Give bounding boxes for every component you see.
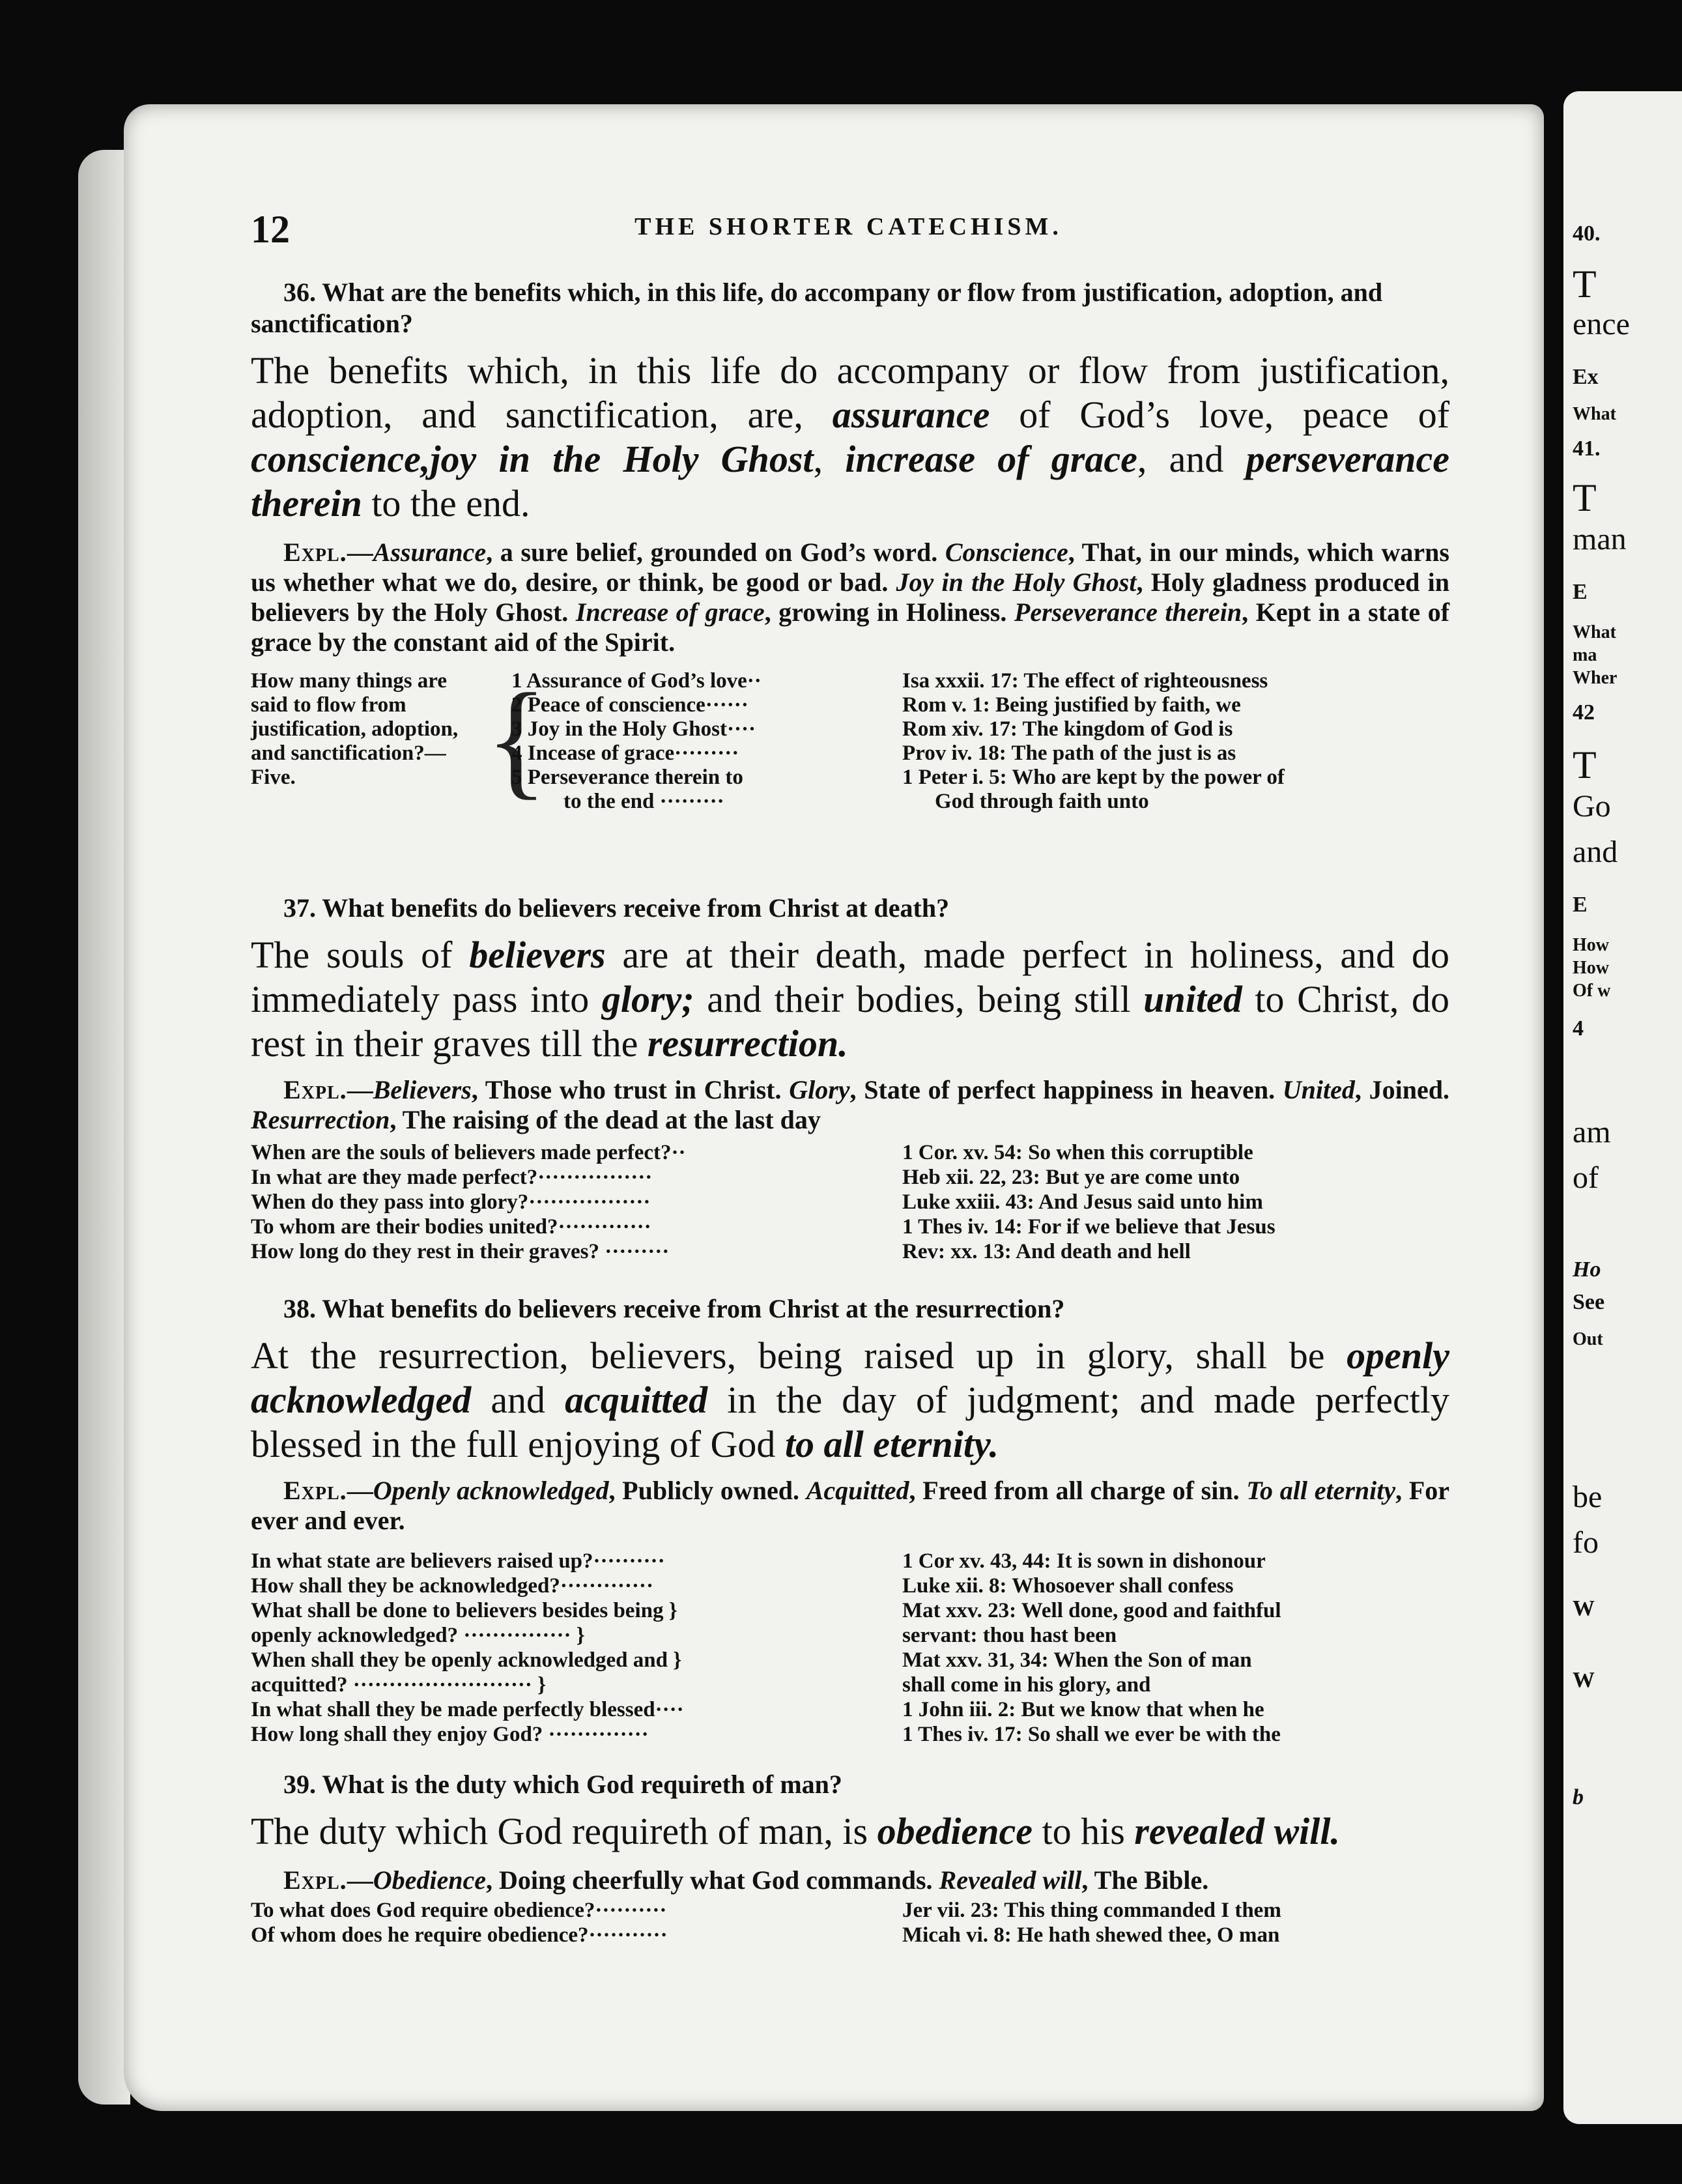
table-row: In what are they made perfect?················ Heb xii. 22, 23: But ye are come unto (251, 1166, 1240, 1189)
facing-text: T (1573, 743, 1597, 786)
list-item: 3 Joy in the Holy Ghost···· (511, 717, 756, 741)
question-38: 38. What benefits do believers receive from Christ at the resurrection? (283, 1294, 1065, 1323)
table-row: When are the souls of believers made perfect?·· 1 Cor. xv. 54: So when this corruptible (251, 1141, 1253, 1164)
answer-39: The duty which God requireth of man, is obedience to his revealed will. (251, 1810, 1340, 1852)
question-38-section (251, 1293, 1449, 1747)
question-36: 36. What are the benefits which, in this life, do accompany or flow from justification, adoption, and sanctification? (251, 278, 1383, 338)
table-row: In what shall they be made perfectly blessed···· 1 John iii. 2: But we know that when he (251, 1698, 1264, 1721)
facing-text: be (1573, 1480, 1603, 1514)
page-number: 12 (251, 208, 290, 251)
explanation-38: Expl.—Openly acknowledged, Publicly owned. Acquitted, Freed from all charge of sin. To all eternity, For ever and ever. (251, 1476, 1449, 1535)
table-row: When shall they be openly acknowledged and } Mat xxv. 31, 34: When the Son of man (251, 1648, 1252, 1672)
question-39-section (251, 1769, 1449, 1947)
explanation-37: Expl.—Believers, Those who trust in Christ. Glory, State of perfect happiness in heaven. United, Joined. Resurrection, The raising of the dead at the last day (251, 1075, 1450, 1134)
question-37: 37. What benefits do believers receive from Christ at death? (283, 893, 950, 923)
facing-text: Ex (1573, 365, 1599, 389)
scripture-refs (902, 669, 1449, 814)
table-row: Of whom does he require obedience?··········· Micah vi. 8: He hath shewed thee, O man (251, 1923, 1280, 1947)
table-row: How long shall they enjoy God? ·············· 1 Thes iv. 17: So shall we ever be with the (251, 1723, 1281, 1746)
question-36-section (251, 277, 1449, 814)
qa-table-37 (251, 1140, 1449, 1264)
facing-text: Out (1573, 1329, 1603, 1349)
facing-text: 42 (1573, 700, 1595, 725)
facing-text: ma (1573, 645, 1597, 665)
list-item: 5 Perseverance therein to (511, 766, 743, 789)
facing-text: b (1573, 1785, 1584, 1809)
running-head: THE SHORTER CATECHISM. (634, 213, 1062, 240)
table-row: acquitted? ························· } shall come in his glory, and (251, 1673, 1151, 1697)
explanation-36: Expl.—Assurance, a sure belief, grounded on God’s word. Conscience, That, in our minds, which warns us whether what we do, desire, or think, be good or bad. Joy in the Holy Ghost, Holy gladness produced in believers by the Holy Ghost. Increase of grace, growing in Holiness. Perseverance therein, Kept in a state of grace by the constant aid of the Spirit. (251, 538, 1450, 657)
qa-table-39 (251, 1898, 1449, 1947)
list-item: to the end ········· (563, 790, 724, 813)
list-item: 1 Assurance of God’s love·· (511, 669, 762, 693)
facing-page (1563, 91, 1682, 2124)
scripture-ref: God through faith unto (935, 790, 1149, 813)
facing-text: of (1573, 1160, 1599, 1195)
facing-text: 40. (1573, 222, 1601, 246)
table-row: openly acknowledged? ··············· } servant: thou hast been (251, 1624, 1117, 1647)
facing-text: fo (1573, 1525, 1599, 1560)
question-36-table (251, 669, 1449, 814)
brace-mark: { (485, 667, 548, 811)
table-row: What shall be done to believers besides being } Mat xxv. 23: Well done, good and faithful (251, 1599, 1281, 1622)
facing-text: See (1573, 1290, 1605, 1314)
facing-text: am (1573, 1115, 1611, 1149)
scripture-ref: Rom xiv. 17: The kingdom of God is (902, 717, 1233, 741)
explanation-39: Expl.—Obedience, Doing cheerfully what God commands. Revealed will, The Bible. (283, 1865, 1209, 1895)
facing-text: Go (1573, 789, 1611, 824)
facing-text: T (1573, 263, 1597, 306)
facing-text: 4 (1573, 1016, 1584, 1041)
facing-text: E (1573, 893, 1588, 917)
facing-text: Wher (1573, 668, 1618, 688)
facing-text: W (1573, 1668, 1595, 1692)
table-row: To whom are their bodies united?············· 1 Thes iv. 14: For if we believe that Jesus (251, 1215, 1276, 1239)
facing-text: What (1573, 404, 1616, 424)
table-row: When do they pass into glory?················· Luke xxiii. 43: And Jesus said unto him (251, 1190, 1263, 1214)
page-header (251, 207, 1446, 251)
table-row: How long do they rest in their graves? ········· Rev: xx. 13: And death and hell (251, 1240, 1191, 1263)
benefit-list (511, 669, 902, 814)
answer-38: At the resurrection, believers, being raised up in glory, shall be openly acknowledged and acquitted in the day of judgment; and made perfectly blessed in the full enjoying of God to all eternity. (251, 1334, 1449, 1465)
facing-text: E (1573, 580, 1588, 604)
book-spine (78, 150, 130, 2105)
answer-36: The benefits which, in this life do accompany or flow from justification, adoption, and sanctification, are, assurance of God’s love, peace of conscience,joy in the Holy Ghost, increase of grace, and perseverance therein to the end. (251, 349, 1450, 524)
scripture-ref: Rom v. 1: Being justified by faith, we (902, 693, 1241, 717)
facing-text: Ho (1573, 1257, 1601, 1282)
list-item: 2 Peace of conscience······ (511, 693, 748, 717)
facing-text: What (1573, 622, 1616, 642)
facing-text: ence (1573, 307, 1630, 341)
facing-text: 41. (1573, 437, 1601, 461)
table-row: In what state are believers raised up?·········· 1 Cor xv. 43, 44: It is sown in dishonour (251, 1549, 1266, 1573)
answer-37: The souls of believers are at their death, made perfect in holiness, and do immediately pass into glory; and their bodies, being still united to Christ, do rest in their graves till the resurrection. (251, 934, 1450, 1065)
scripture-ref: 1 Peter i. 5: Who are kept by the power of (902, 766, 1285, 789)
facing-text: T (1573, 476, 1597, 519)
facing-text: How (1573, 958, 1609, 978)
facing-text: Of w (1573, 981, 1611, 1001)
scripture-ref: Isa xxxii. 17: The effect of righteousness (902, 669, 1268, 693)
table-row: To what does God require obedience?·········· Jer vii. 23: This thing commanded I them (251, 1899, 1281, 1922)
table-row: How shall they be acknowledged?············· Luke xii. 8: Whosoever shall confess (251, 1574, 1234, 1598)
question-39: 39. What is the duty which God requireth of man? (283, 1770, 842, 1799)
list-item: 4 Incease of grace········· (511, 741, 739, 765)
facing-text: and (1573, 835, 1618, 869)
facing-text: man (1573, 522, 1627, 556)
qa-table-38 (251, 1549, 1449, 1747)
side-question: How many things are said to flow from justification, adoption, and sanctification?—Five. (251, 669, 459, 789)
facing-text: W (1573, 1596, 1595, 1620)
facing-text: How (1573, 935, 1609, 955)
scripture-ref: Prov iv. 18: The path of the just is as (902, 741, 1236, 765)
question-37-section (251, 893, 1449, 1264)
